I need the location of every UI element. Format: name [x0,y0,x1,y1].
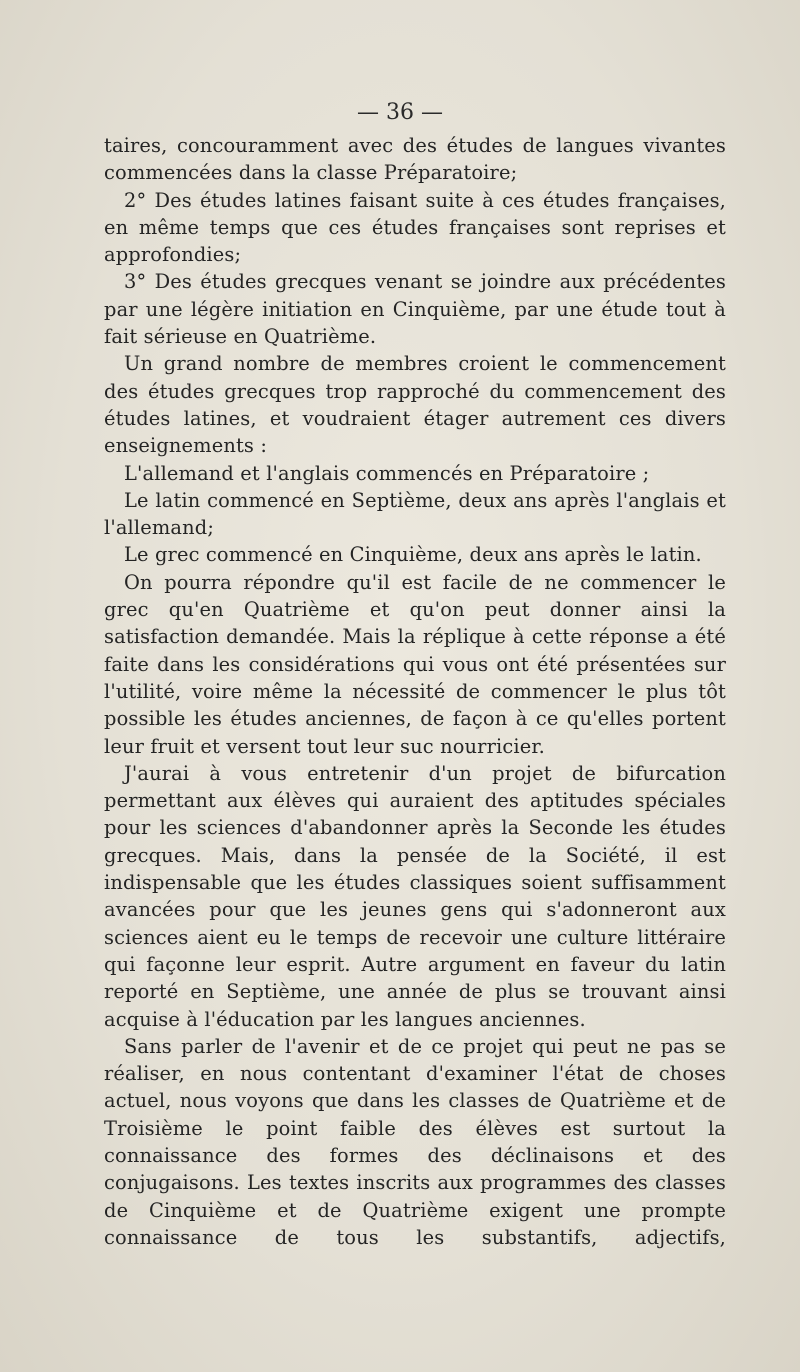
paragraph-2: 2° Des études latines faisant suite à ces études françaises, en même temps que ces études françaises sont reprises et approfondies; [104,188,726,267]
paragraph-4: Un grand nombre de membres croient le commencement des études grecques trop rapproché du commencement des études latines, et voudraient étager autrement ces divers enseignements : [104,352,726,458]
paragraph-9: J'aurai à vous entretenir d'un projet de bifurcation permettant aux élèves qui auraient des aptitudes spéciales pour les sciences d'abandonner après la Seconde les études grecques. Mais, dans la pensée de la Société, il est indispensable que les études classiques soient suffisamment avancées pour que les jeunes gens qui s'adonneront aux sciences aient eu le temps de recevoir une culture littéraire qui façonne leur esprit. Autre argument en faveur du latin reporté en Septième, une année de plus se trouvant ainsi acquise à l'éducation par les langues anciennes. [104,761,726,1031]
body-text [104,132,726,1251]
paragraph-1: taires, concouramment avec des études de langues vivantes commencées dans la classe Préparatoire; [104,134,726,185]
paragraph-10: Sans parler de l'avenir et de ce projet qui peut ne pas se réaliser, en nous contentant d'examiner l'état de choses actuel, nous voyons que dans les classes de Quatrième et de Troisième le point faible des élèves est surtout la connaissance des formes des déclinaisons et des conjugaisons. Les textes inscrits aux programmes des classes de Cinquième et de Quatrième exigent une prompte connaissance de tous les substantifs, adjectifs, [104,1034,726,1249]
paragraph-7: Le grec commencé en Cinquième, deux ans après le latin. [124,543,702,567]
paragraph-8: On pourra répondre qu'il est facile de ne commencer le grec qu'en Quatrième et qu'on peut donner ainsi la satisfaction demandée. Mais la réplique à cette réponse a été faite dans les considérations qui vous ont été présentées sur l'utilité, voire même la nécessité de commencer le plus tôt possible les études anciennes, de façon à ce qu'elles portent leur fruit et versent tout leur suc nourricier. [104,570,726,758]
paragraph-5: L'allemand et l'anglais commencés en Préparatoire ; [124,461,650,485]
paragraph-6: Le latin commencé en Septième, deux ans après l'anglais et l'allemand; [104,488,726,540]
page-number: — 36 — [357,100,443,125]
paragraph-3: 3° Des études grecques venant se joindre aux précédentes par une légère initiation en Cinquième, par une étude tout à fait sérieuse en Quatrième. [104,270,726,349]
